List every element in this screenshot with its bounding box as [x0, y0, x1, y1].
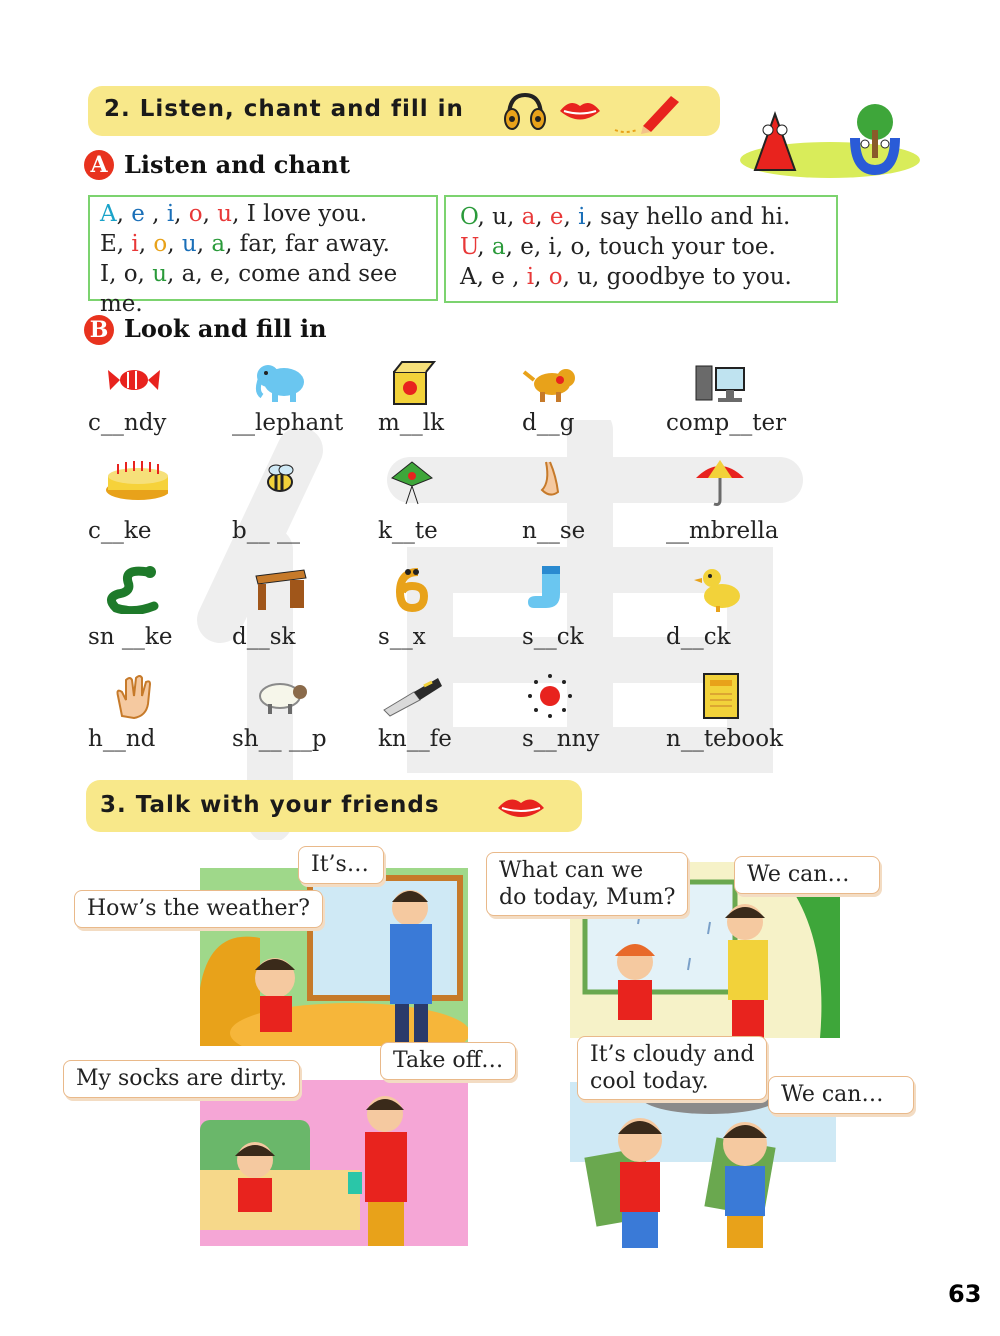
bubble-its: It’s… [298, 846, 384, 884]
dog-icon [520, 358, 584, 414]
fill-in-word: d__ck [666, 624, 731, 650]
chant-word: U [460, 234, 478, 260]
chant-box-left [88, 195, 438, 317]
chant-word: , [138, 231, 154, 257]
fill-in-word: __lephant [232, 410, 344, 436]
chant-line [100, 259, 426, 319]
chant-word: , far, far away. [225, 231, 390, 257]
chant-word: O [460, 204, 478, 230]
lips-icon [496, 794, 546, 822]
chant-word: , [534, 264, 549, 290]
chant-line [100, 199, 426, 229]
fill-in-word: n__tebook [666, 726, 784, 752]
fill-in-word: kn__fe [378, 726, 452, 752]
chant-word: , [174, 201, 189, 227]
page-number: 63 [948, 1280, 982, 1308]
chant-word: , [116, 201, 132, 227]
chant-word: e [131, 201, 145, 227]
section-3-banner [86, 780, 582, 832]
chant-line [460, 262, 826, 292]
chant-word: A, e , [460, 264, 527, 290]
chant-word: , [144, 201, 167, 227]
kite-icon [380, 456, 444, 512]
fill-in-word: s__x [378, 624, 426, 650]
chant-word: i [578, 204, 586, 230]
chant-word: o [548, 264, 563, 290]
chant-word: , [477, 234, 492, 260]
chant-word: a [211, 231, 226, 257]
fill-in-word: sn __ke [88, 624, 173, 650]
chant-word: , I love you. [232, 201, 368, 227]
part-b-bullet: B [84, 315, 114, 345]
lips-icon [558, 98, 602, 124]
chant-line [460, 232, 826, 262]
chant-box-right [444, 195, 838, 303]
umbrella-icon [690, 456, 754, 512]
fill-in-word: m__lk [378, 410, 445, 436]
fill-in-word: s__ck [522, 624, 584, 650]
bubble-cloudy-cool: It’s cloudy and cool today. [577, 1036, 767, 1100]
alphabet-characters-illustration [735, 100, 925, 180]
computer-icon [690, 358, 754, 414]
bee-icon [250, 456, 314, 512]
part-a-title: Listen and chant [124, 150, 350, 179]
bubble-take-off: Take off… [380, 1042, 516, 1080]
snake-icon [104, 562, 168, 618]
chant-word: a [521, 204, 536, 230]
chant-line [100, 229, 426, 259]
fill-in-word: b__ __ [232, 518, 301, 544]
chant-word: a [491, 234, 506, 260]
chant-word: , [167, 231, 182, 257]
chant-word: E, [100, 231, 132, 257]
section-2-banner [88, 86, 720, 136]
duck-icon [690, 562, 754, 618]
chant-word: u [181, 231, 197, 257]
sheep-icon [250, 670, 314, 726]
bubble-how-weather: How’s the weather? [74, 890, 323, 928]
chant-word: , u, [477, 204, 522, 230]
notebook-icon [690, 670, 754, 726]
chant-word: , e, i, o, touch your toe. [505, 234, 776, 260]
bubble-socks-dirty: My socks are dirty. [63, 1060, 300, 1098]
knife-icon [380, 670, 444, 726]
chant-word: , [202, 201, 218, 227]
fill-in-word: n__se [522, 518, 586, 544]
milk-carton-icon [380, 358, 444, 414]
fill-in-word: k__te [378, 518, 438, 544]
chant-word: u [217, 201, 233, 227]
fill-in-word: d__sk [232, 624, 296, 650]
chant-word: o [153, 231, 168, 257]
pencil-icon [613, 90, 683, 134]
part-a-bullet: A [84, 150, 114, 180]
chant-word: i [166, 201, 175, 227]
fill-in-word: __mbrella [666, 518, 779, 544]
part-b-title: Look and fill in [124, 314, 327, 343]
scene-socks-illustration [200, 1080, 468, 1246]
hand-icon [104, 670, 168, 726]
bubble-what-can-we-do: What can we do today, Mum? [486, 852, 688, 916]
chant-word: u [152, 261, 168, 287]
fill-in-word: d__g [522, 410, 575, 436]
chant-word: I, o, [100, 261, 153, 287]
fill-in-word: comp__ter [666, 410, 787, 436]
cake-icon [104, 456, 168, 512]
chant-word: i [526, 264, 535, 290]
chant-word: A [100, 201, 117, 227]
fill-in-word: s__nny [522, 726, 600, 752]
nose-icon [520, 456, 584, 512]
sun-icon [520, 670, 584, 726]
chant-word: , [563, 204, 579, 230]
section-3-title: 3. Talk with your friends [100, 792, 440, 818]
fill-in-word: sh__ __p [232, 726, 327, 752]
chant-word: , a, e, come and see me. [100, 261, 398, 317]
chant-word: , u, goodbye to you. [562, 264, 792, 290]
sock-icon [520, 562, 584, 618]
bubble-we-can-2: We can… [768, 1076, 914, 1114]
bubble-we-can-1: We can… [734, 856, 880, 894]
chant-word: i [131, 231, 139, 257]
fill-in-word: h__nd [88, 726, 156, 752]
six-icon [380, 562, 444, 618]
headphones-icon [503, 91, 547, 131]
fill-in-word: c__ke [88, 518, 152, 544]
elephant-icon [250, 358, 314, 414]
chant-word: o [188, 201, 203, 227]
chant-word: e [549, 204, 564, 230]
section-2-title: 2. Listen, chant and fill in [104, 96, 464, 122]
chant-line [460, 202, 826, 232]
chant-word: , [535, 204, 550, 230]
chant-word: , say hello and hi. [585, 204, 791, 230]
desk-icon [250, 562, 314, 618]
fill-in-word: c__ndy [88, 410, 167, 436]
chant-word: , [196, 231, 212, 257]
candy-icon [104, 358, 168, 414]
